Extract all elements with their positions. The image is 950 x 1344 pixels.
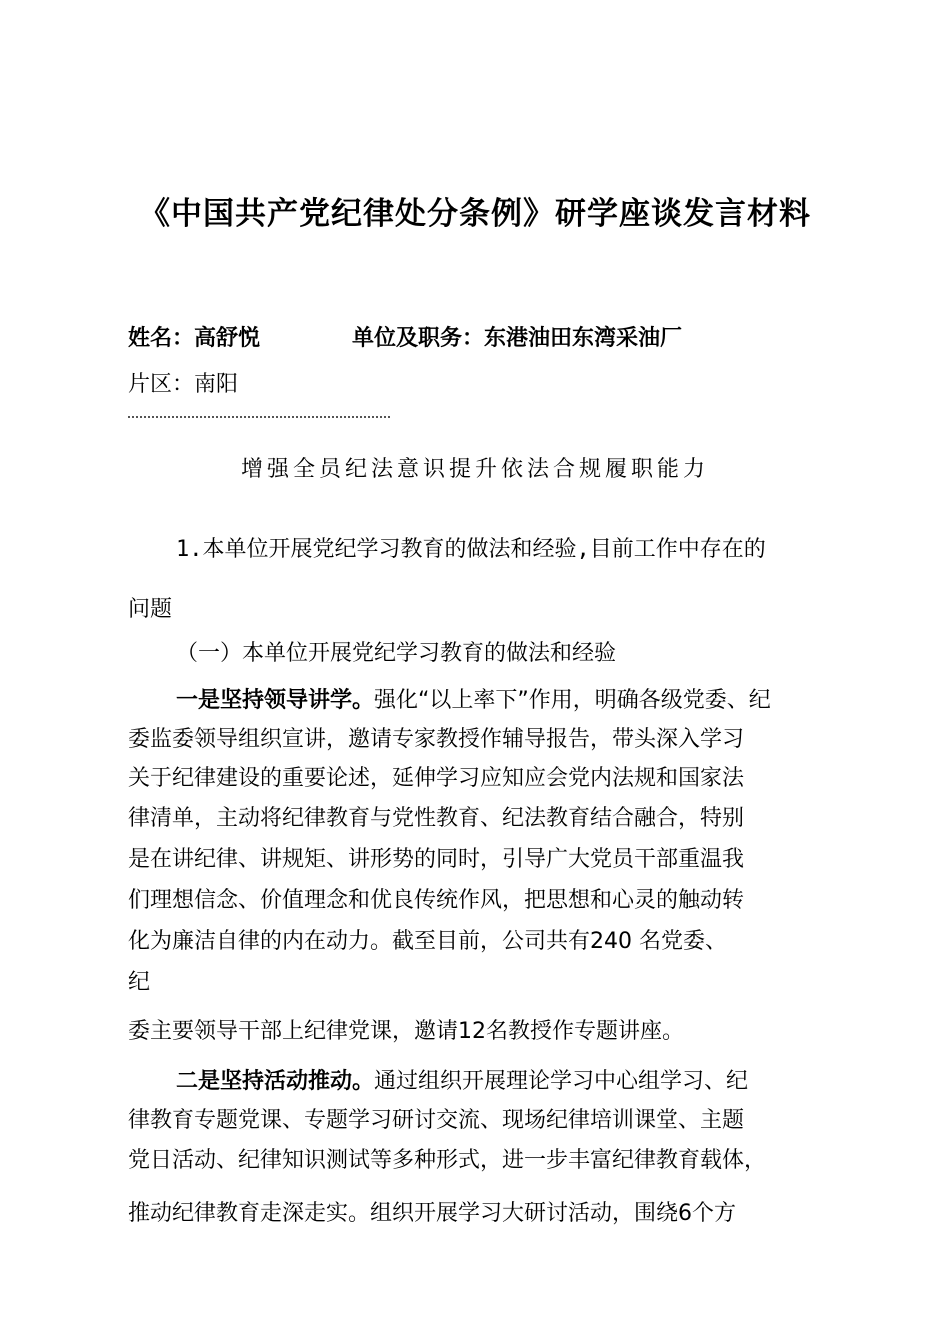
paragraph-2-line-4: 推动纪律教育走深走实。组织开展学习大研讨活动，围绕6个方 [128, 1201, 736, 1226]
author-unit: 单位及职务：东港油田东湾采油厂 [352, 326, 683, 351]
paragraph-1-line-5: 是在讲纪律、讲规矩、讲形势的同时，引导广大党员干部重温我 [128, 847, 745, 872]
paragraph-2-line-3: 党日活动、纪律知识测试等多种形式，进一步丰富纪律教育载体， [128, 1148, 767, 1173]
document-title: 《中国共产党纪律处分条例》研学座谈发言材料 [139, 196, 811, 232]
speech-subtitle: 增强全员纪法意识提升依法合规履职能力 [240, 457, 709, 482]
author-name: 姓名：高舒悦 [128, 326, 261, 351]
paragraph-1-line-6: 们理想信念、价值理念和优良传统作风，把思想和心灵的触动转 [128, 888, 745, 913]
author-area: 片区：南阳 [128, 372, 239, 397]
paragraph-1-text: 强化“以上率下”作用，明确各级党委、纪 [374, 688, 771, 713]
paragraph-2-line-1 [176, 1064, 748, 1095]
paragraph-1-line-9: 委主要领导干部上纪律党课，邀请12名教授作专题讲座。 [128, 1019, 684, 1044]
paragraph-1-lead: 一是坚持领导讲学。 [176, 688, 375, 713]
paragraph-1-line-2: 委监委领导组织宣讲，邀请专家教授作辅导报告，带头深入学习 [128, 727, 745, 752]
paragraph-1-line-7: 化为廉洁自律的内在动力。截至目前，公司共有240 名党委、 [128, 929, 727, 954]
section-heading-line-1: 1.本单位开展党纪学习教育的做法和经验,目前工作中存在的 [176, 537, 766, 562]
dotted-divider [128, 416, 390, 418]
section-heading-line-2: 问题 [128, 597, 173, 622]
subsection-heading: （一）本单位开展党纪学习教育的做法和经验 [176, 641, 617, 666]
paragraph-1-line-1 [176, 683, 771, 714]
paragraph-2-text: 通过组织开展理论学习中心组学习、纪 [374, 1069, 749, 1094]
paragraph-1-line-3: 关于纪律建设的重要论述，延伸学习应知应会党内法规和国家法 [128, 766, 745, 791]
paragraph-2-lead: 二是坚持活动推动。 [176, 1069, 375, 1094]
paragraph-1-line-8: 纪 [128, 970, 151, 995]
paragraph-2-line-2: 律教育专题党课、专题学习研讨交流、现场纪律培训课堂、主题 [128, 1108, 745, 1133]
paragraph-1-line-4: 律清单，主动将纪律教育与党性教育、纪法教育结合融合，特别 [128, 806, 745, 831]
